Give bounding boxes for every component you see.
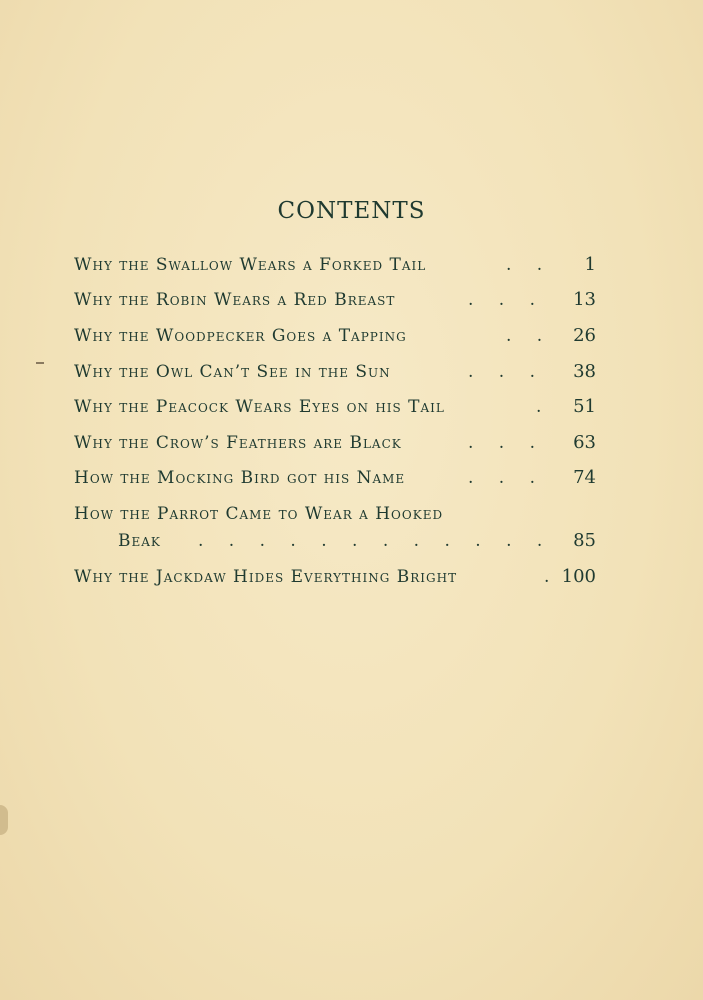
toc-entry-leader: . . . bbox=[468, 290, 546, 310]
toc-entry-title: Why the Jackdaw Hides Everything Bright bbox=[74, 567, 458, 587]
toc-entry-title: Why the Crow’s Feathers are Black bbox=[74, 433, 402, 453]
toc-entry-title: Why the Robin Wears a Red Breast bbox=[74, 290, 396, 310]
toc-entry-leader: . . bbox=[506, 326, 553, 346]
toc-entry-page: 63 bbox=[573, 432, 596, 453]
toc-entry-title: Why the Swallow Wears a Forked Tail bbox=[74, 255, 427, 275]
toc-entry-leader: . . . bbox=[468, 468, 546, 488]
contents-heading: CONTENTS bbox=[277, 198, 426, 224]
toc-entry bbox=[74, 394, 596, 420]
toc-entry-page: 100 bbox=[561, 566, 596, 587]
toc-entry bbox=[74, 430, 596, 456]
toc-entry-page: 51 bbox=[573, 396, 596, 417]
toc-entry-page: 38 bbox=[573, 361, 596, 382]
toc-entry-leader: . bbox=[544, 567, 560, 587]
toc-entry-title: Why the Woodpecker Goes a Tapping bbox=[74, 326, 407, 346]
toc-entry bbox=[74, 252, 596, 278]
toc-entry-title: Why the Owl Can’t See in the Sun bbox=[74, 362, 391, 382]
toc-entry-leader: . bbox=[536, 397, 552, 417]
toc-entry-page: 26 bbox=[573, 325, 596, 346]
margin-mark bbox=[36, 362, 44, 364]
toc-entry bbox=[74, 465, 596, 491]
toc-entry-title: Beak bbox=[118, 531, 161, 551]
toc-entry bbox=[74, 564, 596, 590]
toc-entry-title: Why the Peacock Wears Eyes on his Tail bbox=[74, 397, 445, 417]
toc-entry-title: How the Mocking Bird got his Name bbox=[74, 468, 406, 488]
toc-entry-leader: . . . bbox=[468, 433, 546, 453]
toc-entry-page: 1 bbox=[584, 254, 596, 275]
toc-entry-leader: . . . bbox=[468, 362, 546, 382]
toc-entry bbox=[74, 287, 596, 313]
toc-entry-leader: . . . . . . . . . . . . bbox=[198, 531, 553, 551]
toc-entry-page: 85 bbox=[573, 530, 596, 551]
page-stain bbox=[0, 805, 8, 835]
toc-entry bbox=[74, 359, 596, 385]
toc-entry bbox=[74, 501, 596, 527]
toc-entry-continuation bbox=[74, 528, 596, 554]
toc-entry-title: How the Parrot Came to Wear a Hooked bbox=[74, 504, 444, 524]
toc-entry-page: 13 bbox=[573, 289, 596, 310]
toc-entry-leader: . . bbox=[506, 255, 553, 275]
toc-entry bbox=[74, 323, 596, 349]
toc-entry-page: 74 bbox=[573, 467, 596, 488]
